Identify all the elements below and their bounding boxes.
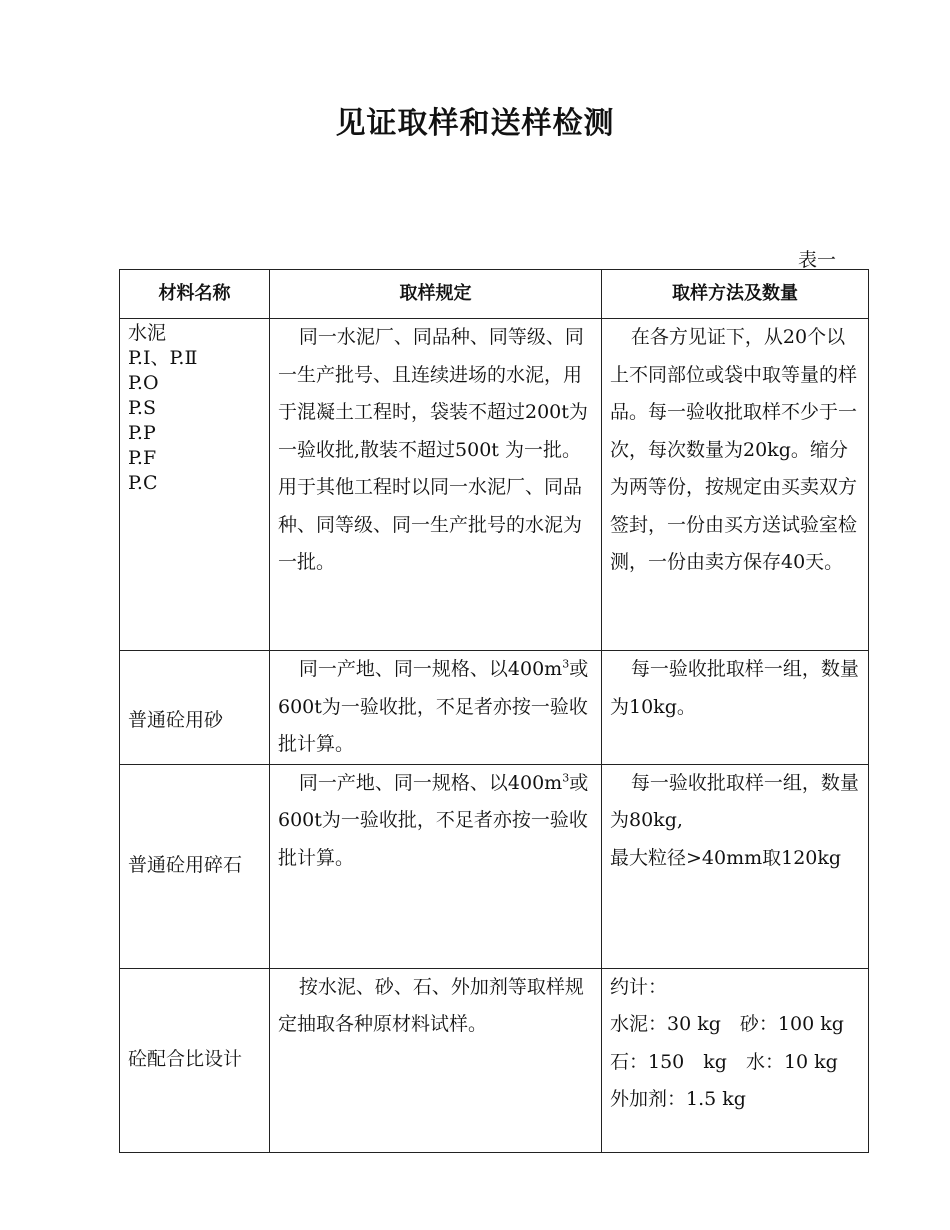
- material-name-cell: 砼配合比设计: [120, 968, 270, 1152]
- page-title: 见证取样和送样检测: [335, 106, 615, 141]
- rule-text: 同一产地、同一规格、以400m: [298, 658, 563, 680]
- sampling-method-cell: [602, 319, 869, 651]
- sampling-method-cell: [602, 764, 869, 968]
- sampling-rule-cell: [270, 651, 602, 765]
- header-material-name: 材料名称: [120, 270, 270, 319]
- material-name-line: P.S: [128, 397, 156, 419]
- superscript-unit: 3: [562, 771, 570, 785]
- material-name-line: P.F: [128, 447, 157, 469]
- header-sampling-rule: 取样规定: [270, 270, 602, 319]
- sampling-table: [119, 269, 869, 1153]
- sampling-method-cell: [602, 651, 869, 765]
- method-line: 石：150 kg 水：10 kg: [610, 1050, 838, 1073]
- table-row: [120, 651, 869, 765]
- material-name-line: 水泥: [128, 322, 167, 344]
- material-name-line: P.O: [128, 372, 159, 394]
- table-label: 表一: [798, 249, 837, 271]
- table-row: [120, 968, 869, 1152]
- rule-text: 或600t为一验收批，不足者亦按一验收批计算。: [278, 771, 589, 869]
- method-line: 外加剂：1.5 kg: [610, 1088, 746, 1110]
- rule-text: 或600t为一验收批，不足者亦按一验收批计算。: [278, 658, 589, 755]
- rule-text: 同一产地、同一规格、以400m: [298, 771, 563, 794]
- sampling-rule-cell: 按水泥、砂、石、外加剂等取样规定抽取各种原材料试样。: [270, 968, 602, 1152]
- superscript-unit: 3: [562, 657, 570, 671]
- method-line: 约计：: [610, 975, 668, 998]
- material-name-line: P.C: [128, 472, 158, 494]
- sampling-rule-cell: 同一水泥厂、同品种、同等级、同一生产批号、且连续进场的水泥，用于混凝土工程时，袋装不超过200t为一验收批,散装不超过500t 为一批。用于其他工程时以同一水泥厂、同品种、同等级、同一生产批号的水泥为一批。: [270, 319, 602, 651]
- material-name-cell: 普通砼用碎石: [120, 764, 270, 968]
- method-line: 每一验收批取样一组，数量为10kg。: [610, 658, 859, 718]
- method-line: 最大粒径>40mm取120kg: [610, 846, 842, 869]
- method-line: 每一验收批取样一组，数量为80kg,: [610, 771, 859, 831]
- method-line: 水泥：30 kg 砂：100 kg: [610, 1013, 844, 1035]
- sampling-method-cell: [602, 968, 869, 1152]
- sampling-rule-cell: [270, 764, 602, 968]
- method-line: 在各方见证下，从20个以上不同部位或袋中取等量的样品。每一验收批取样不少于一次，每次数量为20kg。缩分为两等份，按规定由买卖双方签封，一份由买方送试验室检测，一份由卖方保存40天。: [610, 326, 858, 573]
- table-row: [120, 764, 869, 968]
- material-name-cell: [120, 319, 270, 651]
- header-sampling-method: 取样方法及数量: [602, 270, 869, 319]
- material-name-cell: 普通砼用砂: [120, 651, 270, 765]
- table-row: [120, 319, 869, 651]
- material-name-line: P.P: [128, 422, 156, 444]
- material-name-line: P.Ⅰ、P.Ⅱ: [128, 347, 198, 369]
- table-header-row: [120, 270, 869, 319]
